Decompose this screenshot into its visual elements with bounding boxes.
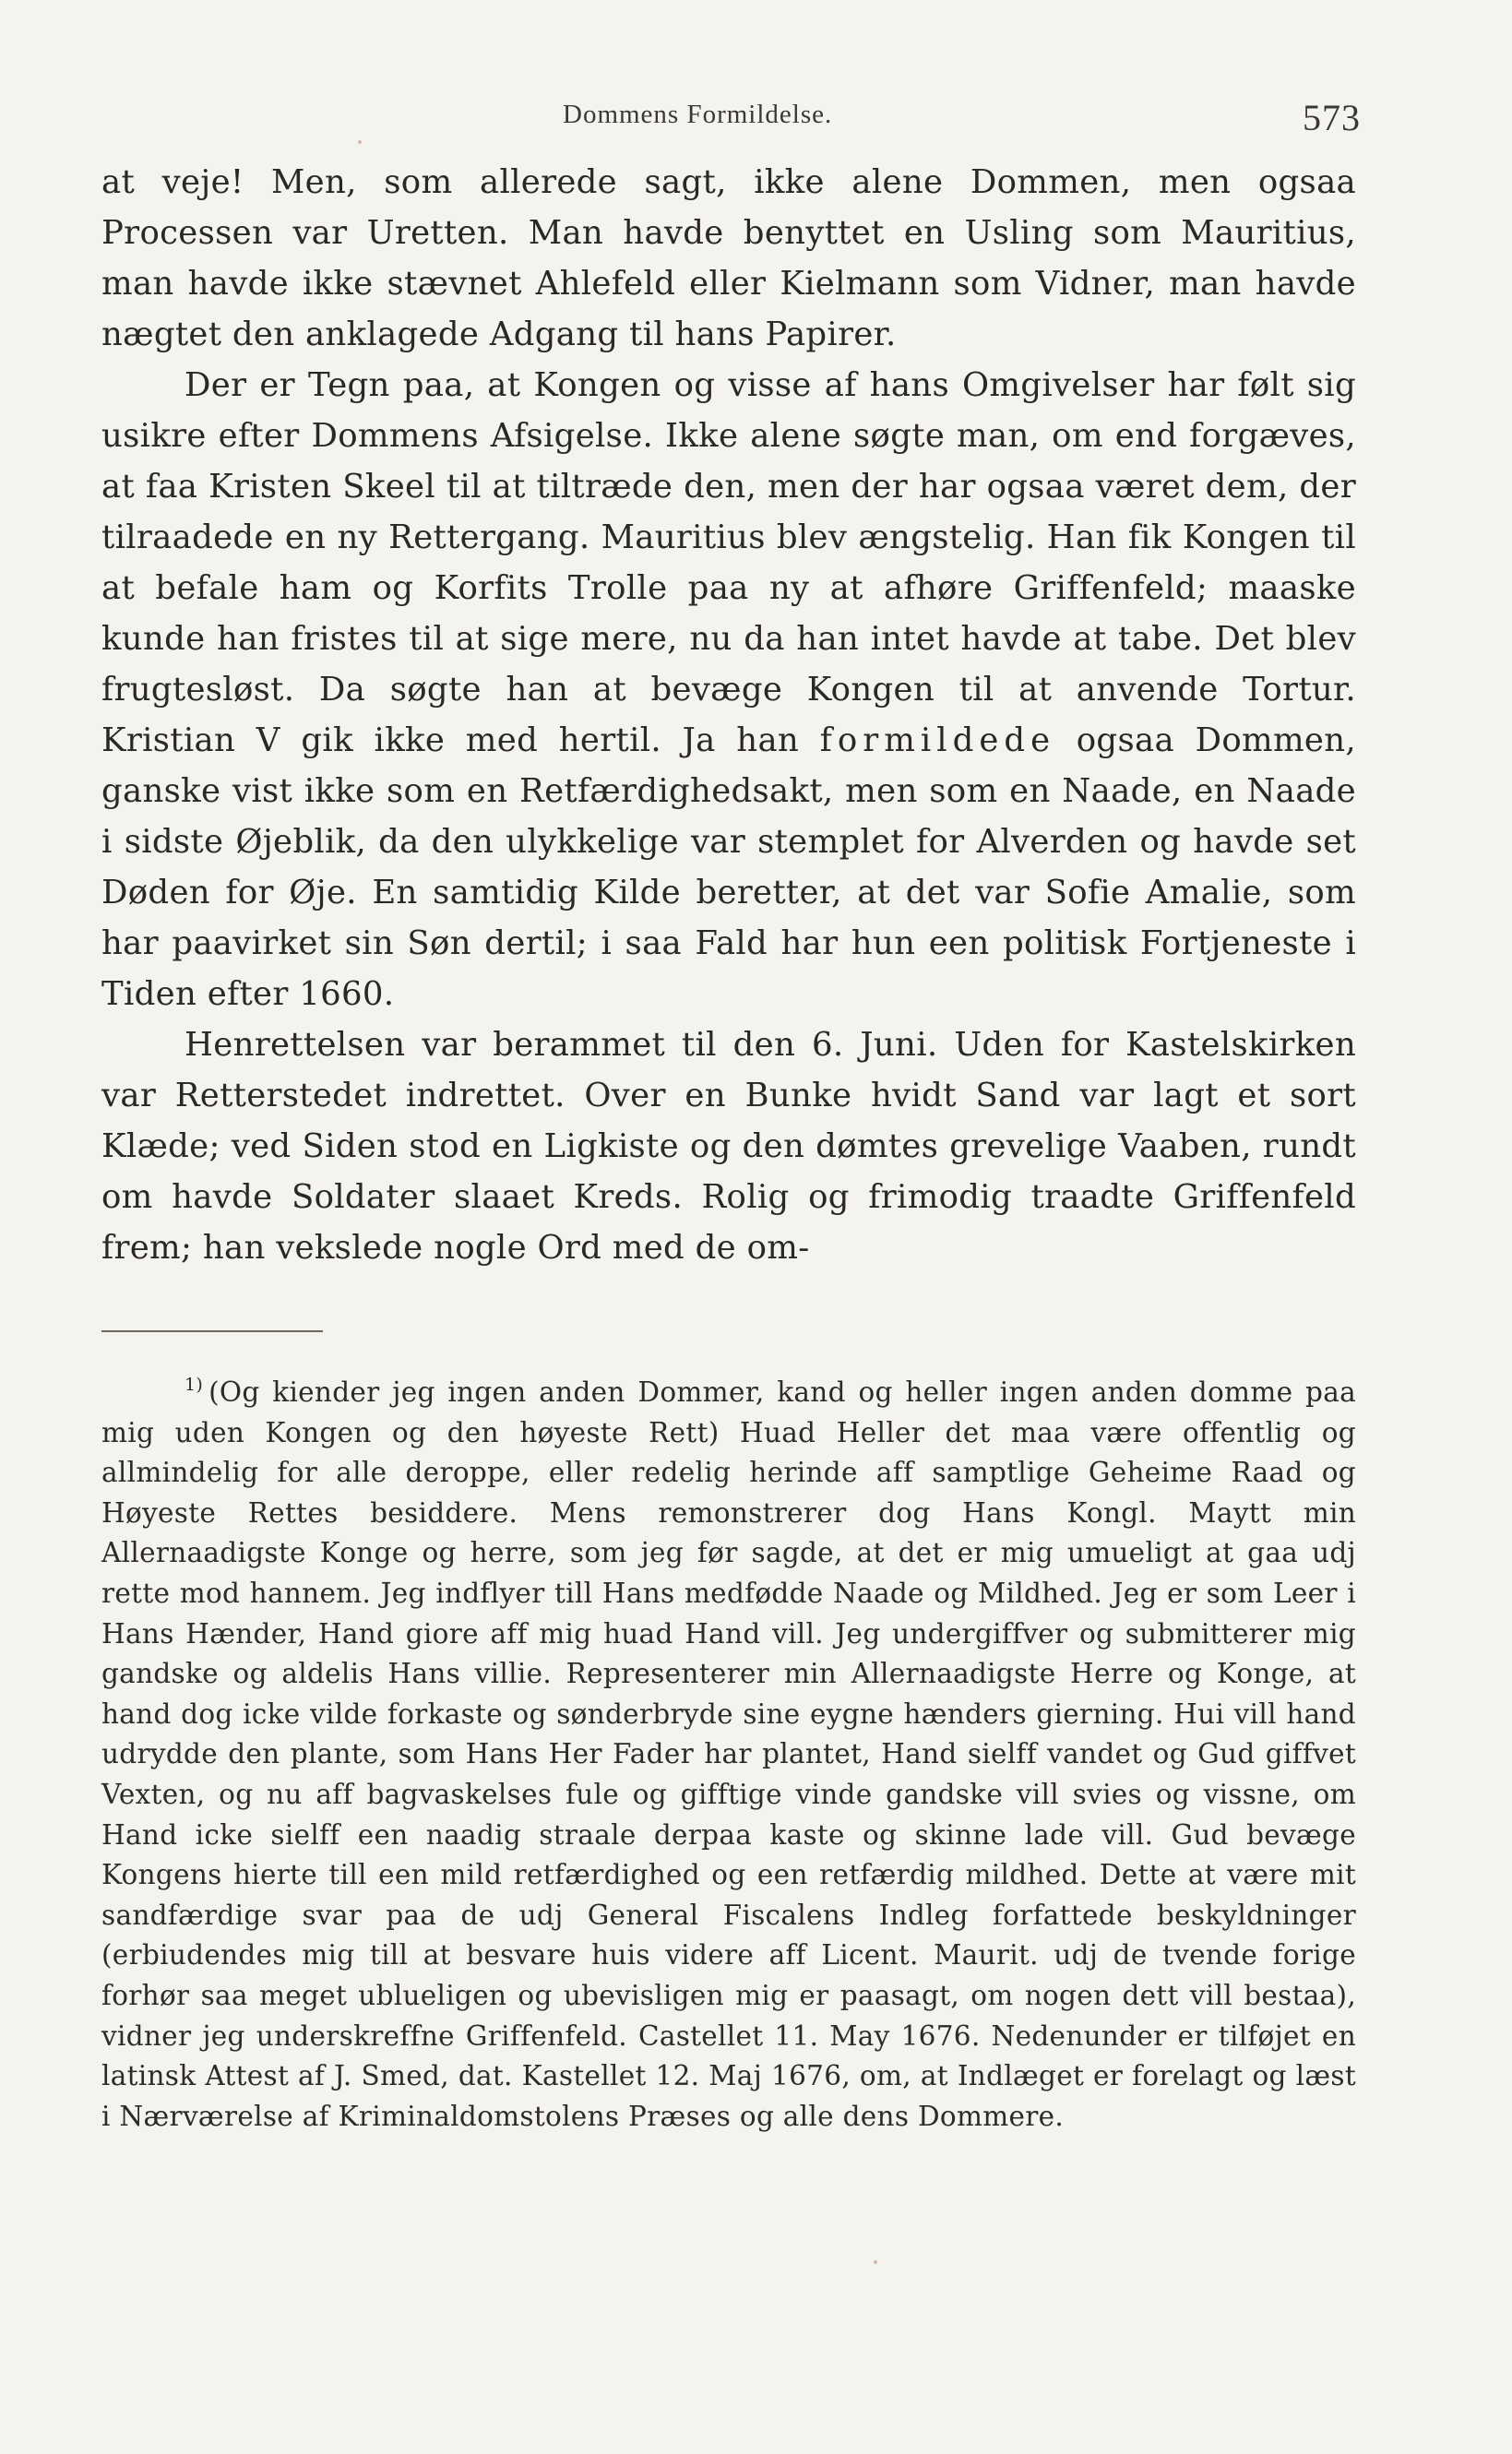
footnote-separator <box>101 1330 323 1332</box>
paragraph-2 <box>101 360 1356 1019</box>
paragraph-3: Henrettelsen var berammet til den 6. Juni. Uden for Kastelskirken var Retterstedet indrettet. Over en Bunke hvidt Sand var lagt et sort Klæde; ved Siden stod en Ligkiste og den dømtes grevelige Vaaben, rundt om havde Soldater slaaet Kreds. Rolig og frimodig traadte Griffenfeld frem; han vekslede nogle Ord med de om- <box>101 1026 1356 1267</box>
footnote-text: (Og kiender jeg ingen anden Dommer, kand og heller ingen anden domme paa mig uden Kongen og den høyeste Rett) Huad Heller det maa være offentlig og allmindelig for alle deroppe, eller redelig herinde aff samptlige Geheime Raad og Høyeste Rettes besiddere. Mens remonstrerer dog Hans Kongl. Maytt min Allernaadigste Konge og herre, som jeg før sagde, at det er mig umueligt at gaa udj rette mod hannem. Jeg indflyer till Hans medfødde Naade og Mildhed. Jeg er som Leer i Hans Hænder, Hand giore aff mig huad Hand vill. Jeg undergiffver og submitterer mig gandske og aldelis Hans villie. Representerer min Allernaadigste Herre og Konge, at hand dog icke vilde forkaste og sønderbryde sine eygne hænders gierning. Hui vill hand udrydde den plante, som Hans Her Fader har plantet, Hand sielff vandet og Gud giffvet Vexten, og nu aff bagvaskelses fule og gifftige vinde gandske vill svies og vissne, om Hand icke sielff een naadig straale derpaa kaste og skinne lade vill. Gud bevæge Kongens hierte till een mild retfærdighed og een retfærdig mildhed. Dette at være mit sandfærdige svar paa de udj General Fiscalens Indleg forfattede beskyldninger (erbiudendes mig till at besvare huis videre aff Licent. Maurit. udj de tvende forige forhør saa meget ublueligen og ubevisligen mig er paasagt, om nogen dett vill bestaa), vidner jeg underskreffne Griffenfeld. Castellet 11. May 1676. Nedenunder er tilføjet en latinsk Attest af J. Smed, dat. Kastellet 12. Maj 1676, om, at Indlæget er forelagt og læst i Nærværelse af Kriminaldomstolens Præses og alle dens Dommere. <box>101 1376 1356 2132</box>
footnote-marker: 1) <box>185 1375 204 1395</box>
running-title: Dommens Formildelse. <box>563 100 833 129</box>
paragraph-2-start: Der er Tegn paa, at Kongen og visse af hans Omgivelser har følt sig usikre efter Dommens Afsigelse. Ikke alene søgte man, om end forgæves, at faa Kristen Skeel til at tiltræde den, men der har ogsaa været dem, der tilraadede en ny Rettergang. Mauritius blev ængstelig. Han fik Kongen til at befale ham og Korfits Trolle paa ny at afhøre Griffenfeld; maaske kunde han fristes til at sige mere, nu da han intet havde at tabe. Det blev frugtesløst. Da søgte han at bevæge Kongen til at anvende Tortur. Kristian V gik ikke med hertil. Ja han <box>101 366 1356 759</box>
book-page <box>101 92 1361 2137</box>
paragraph-2-end: ogsaa Dommen, ganske vist ikke som en Retfærdighedsakt, men som en Naade, en Naade i sidste Øjeblik, da den ulykkelige var stemplet for Alverden og havde set Døden for Øje. En samtidig Kilde beretter, at det var Sofie Amalie, som har paavirket sin Søn dertil; i saa Fald har hun een politisk Fortjeneste i Tiden efter 1660. <box>101 721 1356 1013</box>
paper-speck <box>874 2260 877 2264</box>
page-number: 573 <box>1303 97 1361 138</box>
paper-speck <box>358 140 362 144</box>
main-text <box>101 157 1356 1273</box>
paragraph-1: at veje! Men, som allerede sagt, ikke alene Dommen, men ogsaa Processen var Uretten. Man havde benyttet en Usling som Mauritius, man havde ikke stævnet Ahlefeld eller Kielmann som Vidner, man havde nægtet den anklagede Adgang til hans Papirer. <box>101 163 1356 353</box>
spaced-word-formildede: formildede <box>819 721 1056 759</box>
page-header <box>101 92 1361 157</box>
footnote <box>101 1365 1356 2137</box>
